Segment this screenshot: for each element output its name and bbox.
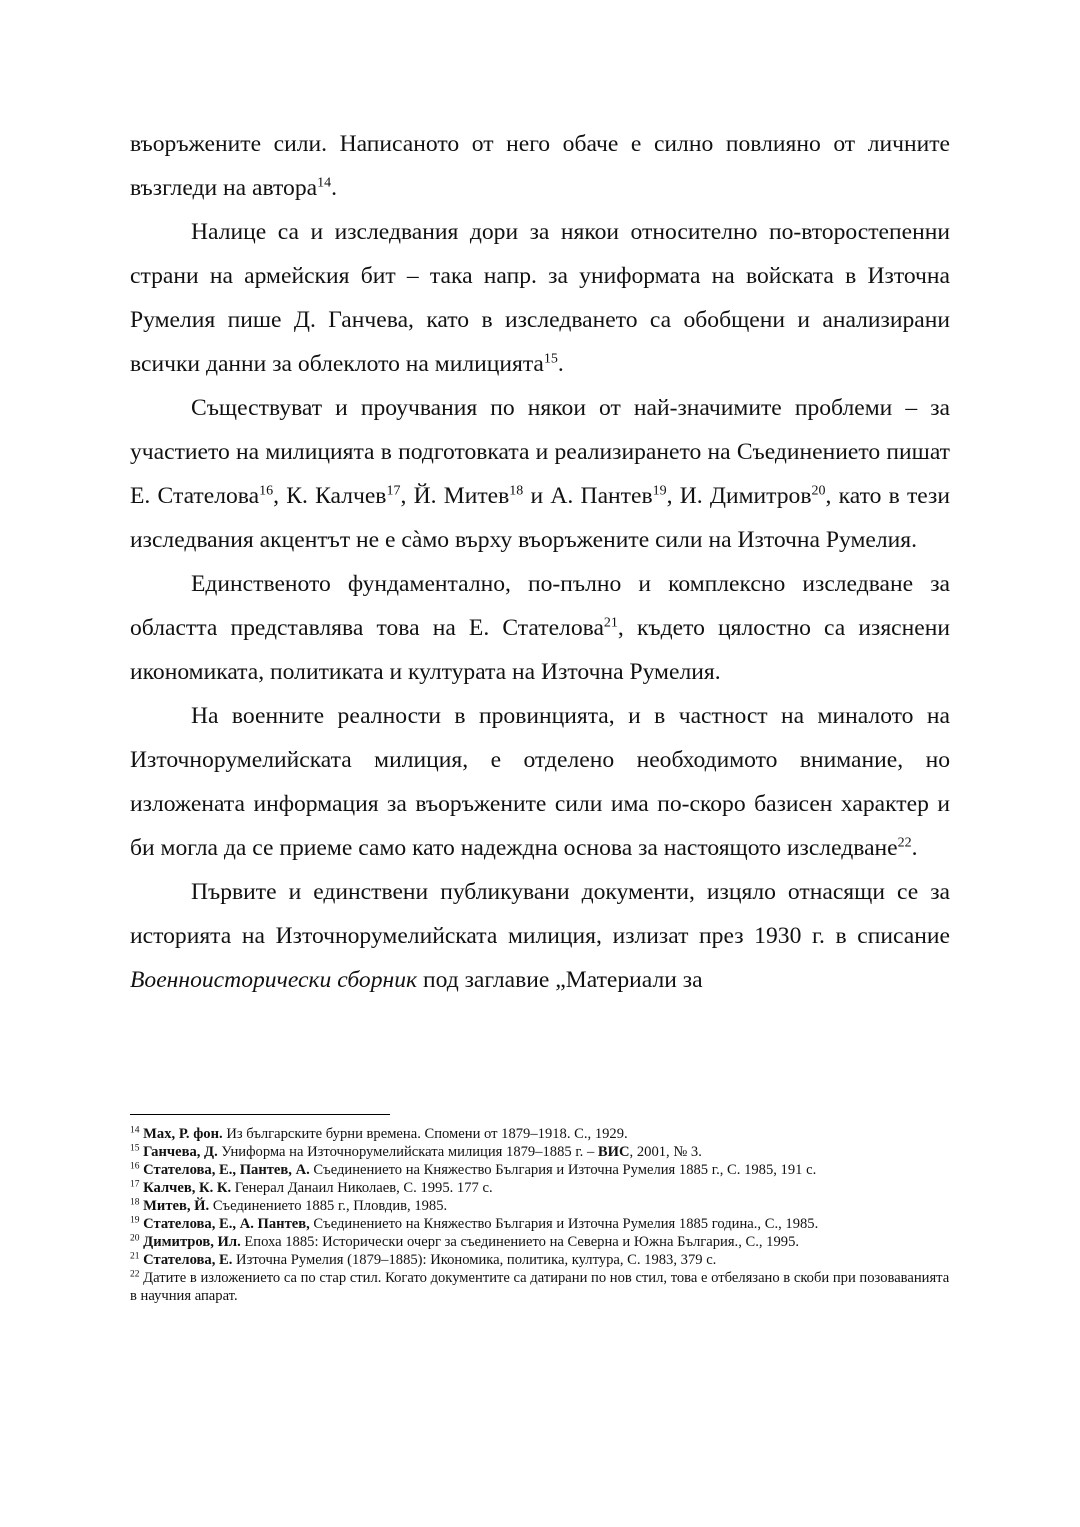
footnote bbox=[130, 1125, 950, 1143]
author-name: Стателова, Е., А. Пантев, bbox=[143, 1216, 310, 1232]
text-run: , К. Калчев bbox=[273, 483, 387, 509]
text-run: Генерал Данаил Николаев, С. 1995. 177 с. bbox=[231, 1180, 493, 1196]
text-run: . bbox=[911, 835, 918, 861]
footnote-number: 17 bbox=[130, 1179, 140, 1190]
text-run: Из българските бурни времена. Спомени от 1879–1918. С., 1929. bbox=[222, 1126, 628, 1142]
italic-title: Военноисторически сборник bbox=[130, 967, 418, 993]
footnote bbox=[130, 1269, 950, 1305]
footnote-number: 14 bbox=[130, 1125, 140, 1136]
body-text bbox=[130, 122, 950, 1002]
footnote-number: 15 bbox=[130, 1143, 140, 1154]
footnote-ref: 14 bbox=[317, 175, 332, 191]
footnote-ref: 19 bbox=[652, 483, 667, 499]
footnote-number: 22 bbox=[130, 1269, 140, 1280]
footnote-number: 20 bbox=[130, 1233, 140, 1244]
footnote-ref: 16 bbox=[259, 483, 274, 499]
paragraph bbox=[130, 562, 950, 694]
footnote-separator bbox=[130, 1114, 390, 1115]
text-run: въоръжените сили. Написаното от него обаче е силно повлияно от личните възгледи на автора bbox=[130, 131, 950, 201]
text-run: Датите в изложението са по стар стил. Когато документите са датирани по нов стил, това е отбелязано в скоби при позоваванията в научния апарат. bbox=[130, 1270, 950, 1304]
author-name: Митев, Й. bbox=[143, 1198, 210, 1214]
footnote-number: 18 bbox=[130, 1197, 140, 1208]
author-name: Стателова, Е., Пантев, А. bbox=[143, 1162, 310, 1178]
footnote-ref: 21 bbox=[603, 615, 618, 631]
paragraph bbox=[130, 210, 950, 386]
footnote-ref: 20 bbox=[811, 483, 826, 499]
text-run: Налице са и изследвания дори за някои относително по-второстепенни страни на армейския бит – така напр. за униформата на войската в Източна Румелия пише Д. Ганчева, като в изследването са обобщени и анализирани всички данни за облеклото на милицията bbox=[130, 219, 950, 377]
footnotes bbox=[130, 1125, 950, 1305]
footnote bbox=[130, 1143, 950, 1161]
text-run: , като в тези изследвания акцентът не е сàмо върху въоръжените сили на Източна Румелия. bbox=[130, 483, 951, 553]
author-name: Стателова, Е. bbox=[143, 1252, 233, 1268]
paragraph bbox=[130, 386, 950, 562]
text-run: Униформа на Източнорумелийската милиция 1879–1885 г. – bbox=[217, 1144, 598, 1160]
text-run: Съединението 1885 г., Пловдив, 1985. bbox=[209, 1198, 448, 1214]
text-run: Съединението на Княжество България и Източна Румелия 1885 година., С., 1985. bbox=[309, 1216, 819, 1232]
footnote-number: 16 bbox=[130, 1161, 140, 1172]
author-name: Ганчева, Д. bbox=[143, 1144, 218, 1160]
footnote-ref: 18 bbox=[509, 483, 524, 499]
page-body bbox=[130, 122, 950, 1002]
footnote-number: 21 bbox=[130, 1251, 140, 1262]
text-run: Източна Румелия (1879–1885): Икономика, политика, култура, С. 1983, 379 с. bbox=[232, 1252, 717, 1268]
footnote-ref: 22 bbox=[897, 835, 912, 851]
footnote bbox=[130, 1215, 950, 1233]
text-run: под заглавие „Материали за bbox=[417, 967, 703, 993]
footnote bbox=[130, 1233, 950, 1251]
footnote-ref: 15 bbox=[543, 351, 558, 367]
text-run: . bbox=[557, 351, 564, 377]
footnote bbox=[130, 1197, 950, 1215]
text-run: Първите и единствени публикувани документи, изцяло отнасящи се за историята на Източнорумелийската милиция, излизат през 1930 г. в списание bbox=[130, 879, 950, 949]
text-run: , 2001, № 3. bbox=[629, 1144, 702, 1160]
text-run: , Й. Митев bbox=[400, 483, 510, 509]
text-run: Съединението на Княжество България и Източна Румелия 1885 г., С. 1985, 191 с. bbox=[309, 1162, 817, 1178]
text-run: . bbox=[331, 175, 338, 201]
footnote bbox=[130, 1161, 950, 1179]
footnote bbox=[130, 1251, 950, 1269]
text-run: , И. Димитров bbox=[666, 483, 812, 509]
text-run: Съществуват и проучвания по някои от най-значимите проблеми – за участието на милицията в подготовката и реализирането на Съединението пишат Е. Стателова bbox=[130, 395, 950, 509]
text-run: и А. Пантев bbox=[523, 483, 653, 509]
paragraph bbox=[130, 122, 950, 210]
text-run: На военните реалности в провинцията, и в частност на миналото на Източнорумелийската милиция, е отделено необходимото внимание, но изложената информация за въоръжените сили има по-скоро базисен характер и би могла да се приеме само като надеждна основа за настоящото изследване bbox=[130, 703, 950, 861]
footnote-number: 19 bbox=[130, 1215, 140, 1226]
author-name: ВИС bbox=[597, 1144, 630, 1160]
text-run: , където цялостно са изяснени икономиката, политиката и културата на Източна Румелия. bbox=[130, 615, 950, 685]
author-name: Димитров, Ил. bbox=[143, 1234, 241, 1250]
paragraph bbox=[130, 870, 950, 1002]
footnote bbox=[130, 1179, 950, 1197]
text-run: Епоха 1885: Исторически очерг за съединението на Северна и Южна България., С., 1995. bbox=[240, 1234, 800, 1250]
author-name: Калчев, К. К. bbox=[143, 1180, 232, 1196]
footnote-ref: 17 bbox=[386, 483, 401, 499]
paragraph bbox=[130, 694, 950, 870]
text-run: Единственото фундаментално, по-пълно и комплексно изследване за областта представлява това на Е. Стателова bbox=[130, 571, 950, 641]
author-name: Мах, Р. фон. bbox=[143, 1126, 223, 1142]
